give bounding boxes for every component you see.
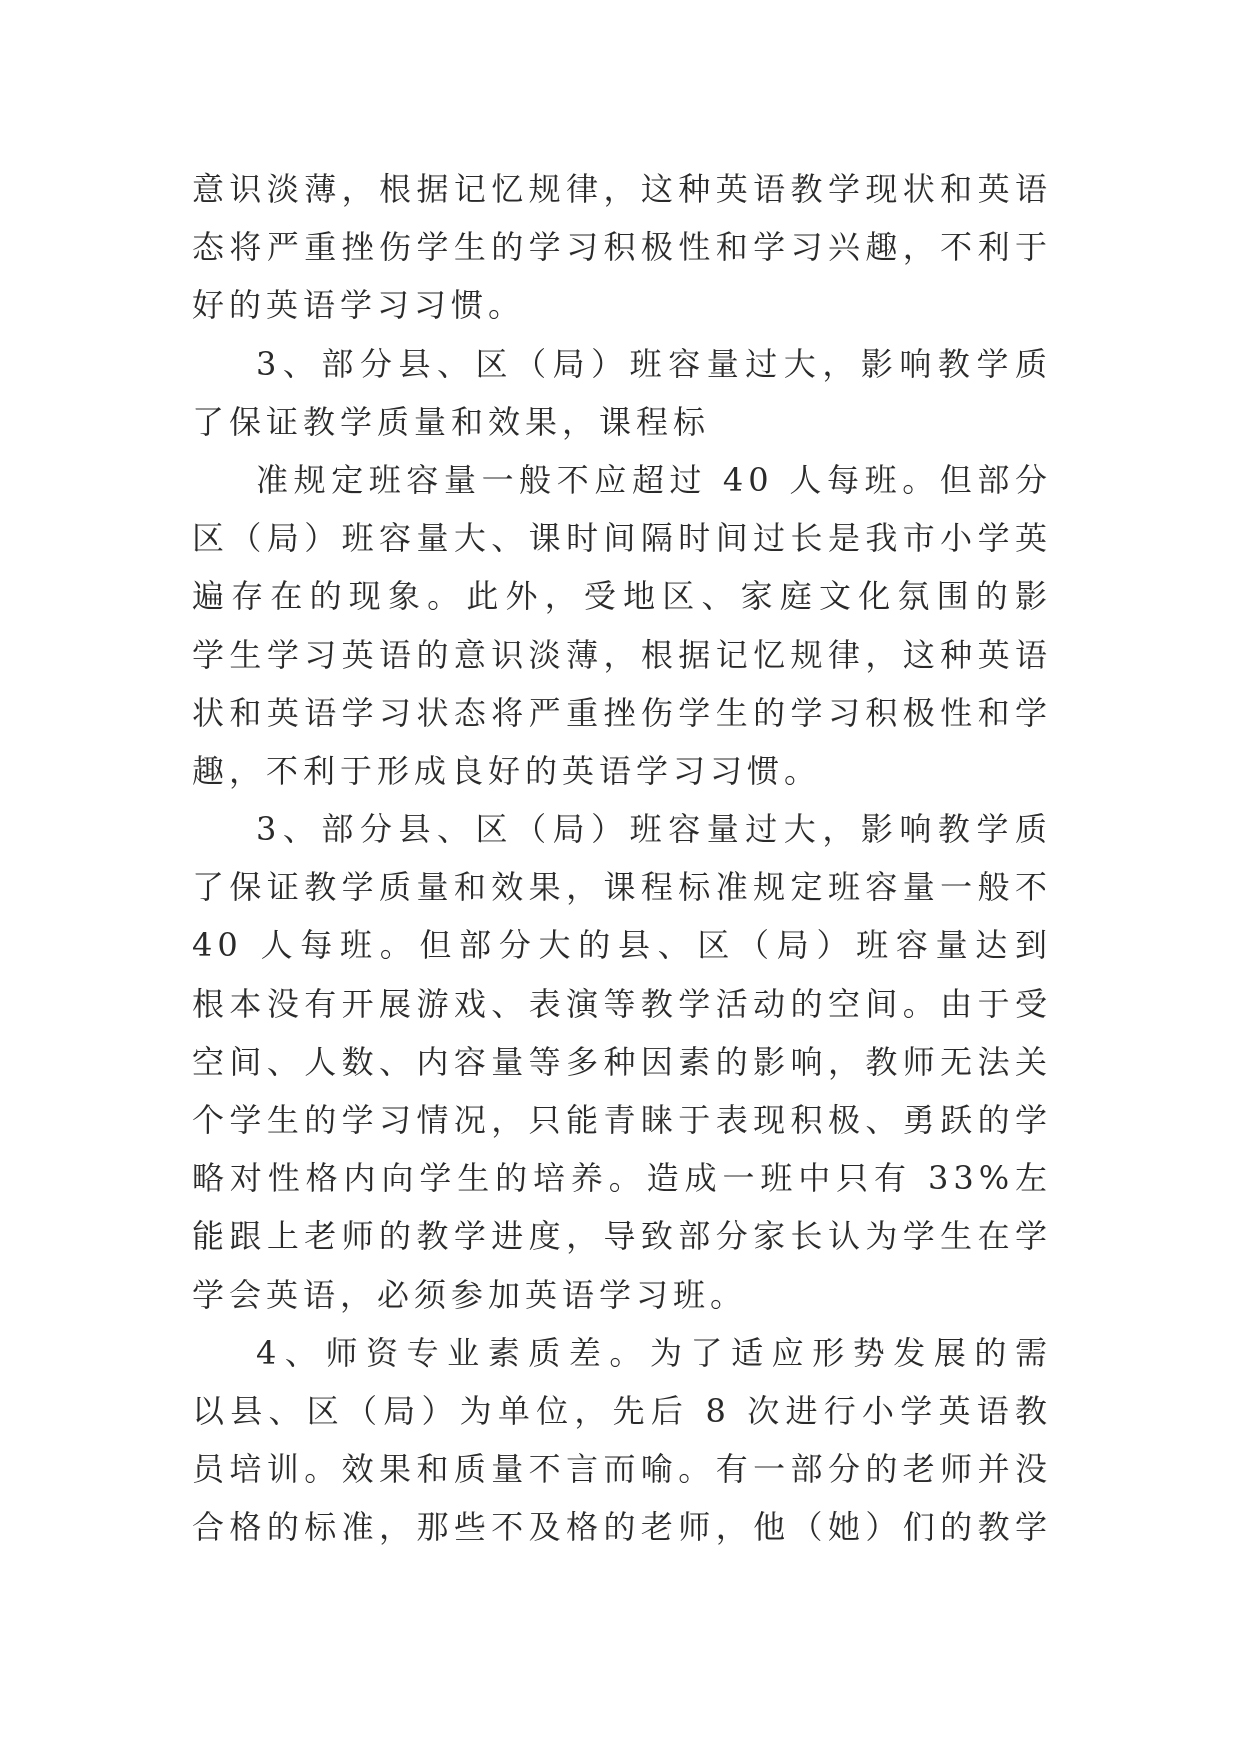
text-line: 员培训。效果和质量不言而喻。有一部分的老师并没 — [192, 1450, 1052, 1489]
text-line: 以县、区（局）为单位，先后 8 次进行小学英语教 — [192, 1391, 1052, 1430]
text-line: 准规定班容量一般不应超过 40 人每班。但部分 — [256, 460, 1052, 499]
text-line: 趣，不利于形成良好的英语学习习惯。 — [192, 751, 822, 790]
paragraph — [192, 451, 1052, 800]
text-line: 了保证教学质量和效果，课程标 — [192, 402, 711, 441]
text-line: 了保证教学质量和效果，课程标准规定班容量一般不 — [192, 868, 1052, 907]
text-line: 略对性格内向学生的培养。造成一班中只有 33%左 — [192, 1159, 1052, 1198]
text-line: 学生学习英语的意识淡薄，根据记忆规律，这种英语 — [192, 635, 1052, 674]
text-line: 4、师资专业素质差。为了适应形势发展的需 — [256, 1333, 1052, 1372]
text-line: 个学生的学习情况，只能青睐于表现积极、勇跃的学 — [192, 1101, 1052, 1139]
paragraph — [192, 335, 1052, 451]
paragraph — [192, 800, 1052, 1324]
text-line: 3、部分县、区（局）班容量过大，影响教学质 — [256, 344, 1052, 383]
text-line: 合格的标准，那些不及格的老师，他（她）们的教学 — [192, 1508, 1052, 1547]
text-line: 遍存在的现象。此外，受地区、家庭文化氛围的影 — [192, 577, 1052, 616]
text-line: 区（局）班容量大、课时间隔时间过长是我市小学英 — [192, 519, 1052, 558]
text-line: 意识淡薄，根据记忆规律，这种英语教学现状和英语 — [192, 170, 1052, 208]
text-line: 根本没有开展游戏、表演等教学活动的空间。由于受 — [192, 984, 1052, 1023]
document-body — [192, 160, 1052, 1557]
text-line: 能跟上老师的教学进度，导致部分家长认为学生在学 — [192, 1217, 1052, 1256]
text-line: 40 人每班。但部分大的县、区（局）班容量达到 — [192, 926, 1052, 965]
paragraph — [192, 1324, 1052, 1557]
text-line: 学会英语，必须参加英语学习班。 — [192, 1275, 748, 1314]
text-line: 空间、人数、内容量等多种因素的影响，教师无法关 — [192, 1042, 1052, 1081]
paragraph — [192, 160, 1052, 335]
text-line: 好的英语学习习惯。 — [192, 286, 526, 325]
text-line: 3、部分县、区（局）班容量过大，影响教学质 — [256, 810, 1052, 849]
text-line: 态将严重挫伤学生的学习积极性和学习兴趣，不利于 — [192, 228, 1052, 267]
text-line: 状和英语学习状态将严重挫伤学生的学习积极性和学 — [192, 693, 1052, 732]
